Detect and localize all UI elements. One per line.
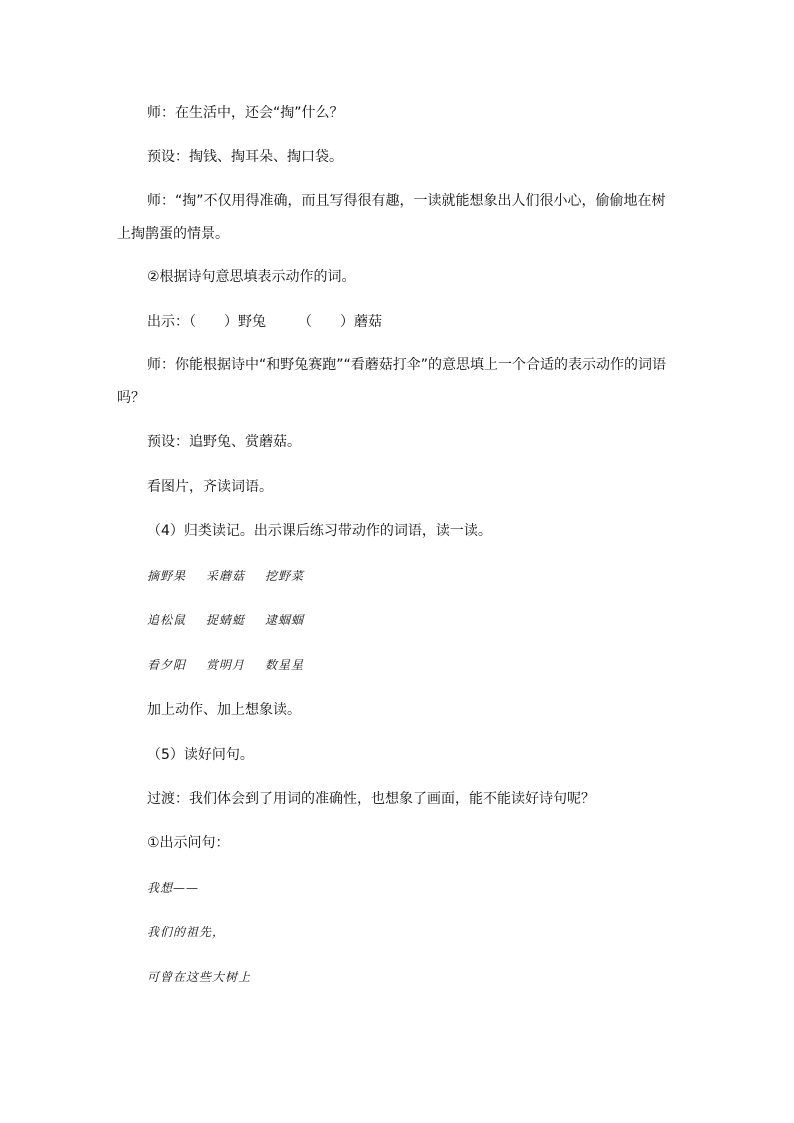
paragraph-classify: （4）归类读记。出示课后练习带动作的词语，读一读。 bbox=[147, 523, 492, 539]
word-item: 数星星 bbox=[265, 658, 305, 672]
poem-line-3: 可曾在这些大树上 bbox=[147, 970, 252, 984]
paragraph-preset-2: 预设：追野兔、赏蘑菇。 bbox=[147, 434, 301, 450]
poem-line-1: 我想—— bbox=[147, 881, 200, 895]
word-item: 捉蜻蜓 bbox=[206, 613, 246, 627]
paragraph-show-blanks bbox=[147, 312, 382, 332]
word-item: 摘野果 bbox=[147, 569, 187, 583]
poem-line-2: 我们的祖先， bbox=[147, 925, 226, 939]
word-item: 挖野菜 bbox=[265, 569, 305, 583]
word-item: 看夕阳 bbox=[147, 658, 187, 672]
paragraph-read-questions: （5）读好问句。 bbox=[147, 747, 254, 763]
paragraph-teacher-question: 师：在生活中，还会“掏”什么？ bbox=[147, 105, 344, 121]
word-item: 追松鼠 bbox=[147, 613, 187, 627]
paragraph-teacher-comment: 师：“掏”不仅用得准确，而且写得很有趣，一读就能想象出人们很小心，偷偷地在树上掏鹊蛋的情景。 bbox=[117, 193, 666, 242]
word-row-2 bbox=[147, 610, 324, 630]
blank-mushroom: （ ）蘑菇 bbox=[298, 314, 382, 330]
paragraph-preset-1: 预设：掏钱、掏耳朵、掏口袋。 bbox=[147, 149, 343, 165]
paragraph-teacher-question-2: 师：你能根据诗中“和野兔赛跑”“看蘑菇打伞”的意思填上一个合适的表示动作的词语吗？ bbox=[117, 357, 667, 406]
blank-rabbit: 出示：（ ）野兔 bbox=[147, 314, 266, 330]
word-item: 赏明月 bbox=[206, 658, 246, 672]
paragraph-add-action: 加上动作、加上想象读。 bbox=[147, 702, 301, 718]
paragraph-read-words: 看图片，齐读词语。 bbox=[147, 479, 273, 495]
word-item: 采蘑菇 bbox=[206, 569, 246, 583]
paragraph-instruction: ②根据诗句意思填表示动作的词。 bbox=[147, 269, 356, 285]
word-item: 逮蝈蝈 bbox=[265, 613, 305, 627]
paragraph-show-question: ①出示问句： bbox=[147, 835, 230, 851]
paragraph-transition: 过渡：我们体会到了用词的准确性，也想象了画面，能不能读好诗句呢？ bbox=[147, 791, 595, 807]
word-row-3 bbox=[147, 655, 324, 675]
word-row-1 bbox=[147, 566, 324, 586]
